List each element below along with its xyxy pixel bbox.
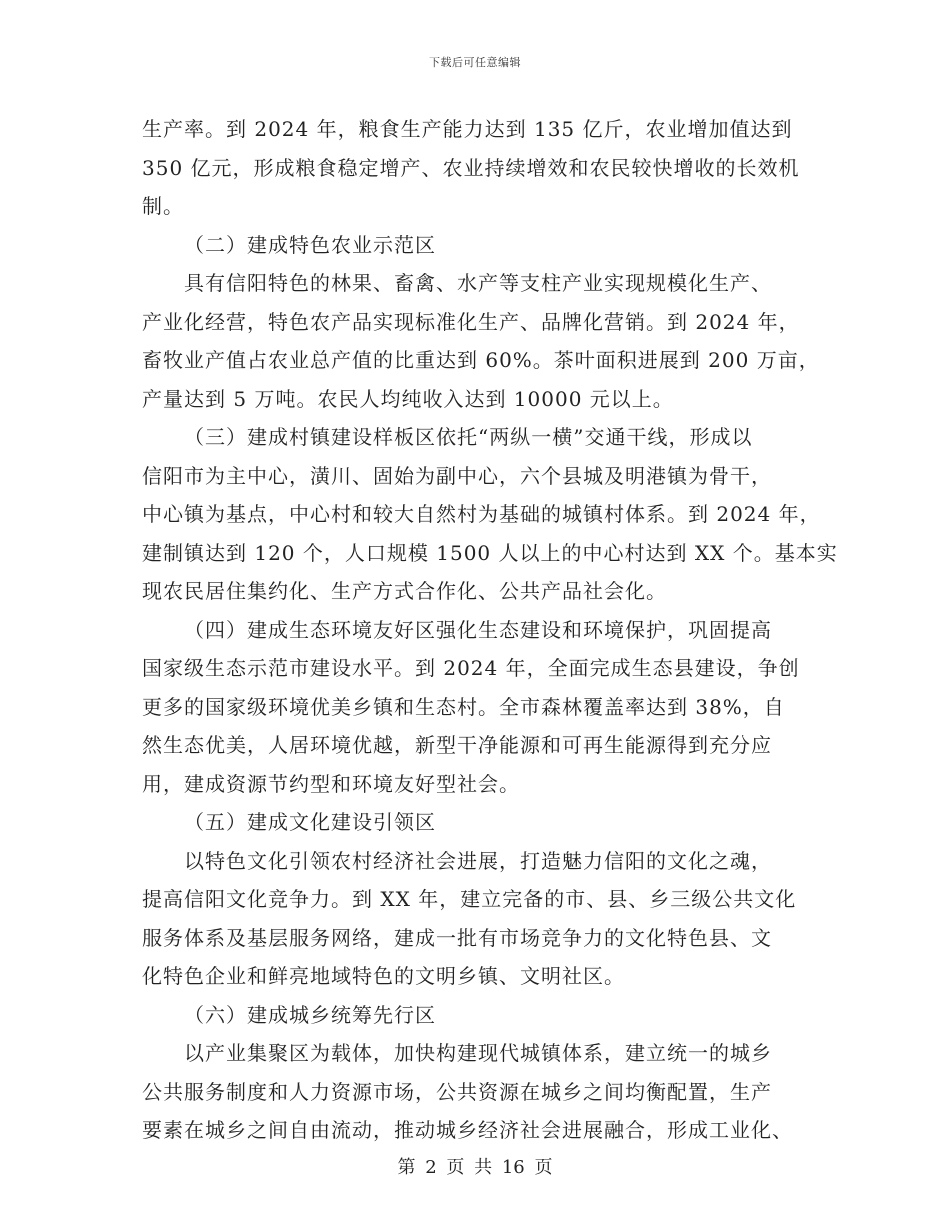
text-line: 服务体系及基层服务网络，建成一批有市场竞争力的文化特色县、文 [142, 925, 772, 950]
text-line: （二）建成特色农业示范区 [184, 232, 436, 257]
document-body [142, 110, 838, 1150]
text-line: 生产率。到 2024 年，粮食生产能力达到 135 亿斤，农业增加值达到 [142, 117, 793, 141]
text-line: （五）建成文化建设引领区 [184, 810, 436, 834]
text-line: 信阳市为主中心，潢川、固始为副中心，六个县城及明港镇为骨干， [142, 463, 772, 488]
page-number-footer: 第 2 页 共 16 页 [397, 1157, 553, 1178]
text-line: 提高信阳文化竞争力。到 XX 年，建立完备的市、县、乡三级公共文化 [142, 887, 797, 911]
text-line: 公共服务制度和人力资源市场，公共资源在城乡之间均衡配置，生产 [142, 1079, 772, 1104]
text-line: 用，建成资源节约型和环境友好型社会。 [142, 771, 520, 796]
text-line: 然生态优美，人居环境优越，新型干净能源和可再生能源得到充分应 [142, 733, 772, 757]
text-line: 国家级生态示范市建设水平。到 2024 年，全面完成生态县建设，争创 [142, 656, 800, 680]
text-line: 建制镇达到 120 个，人口规模 1500 人以上的中心村达到 XX 个。基本实 [142, 540, 838, 565]
text-line: 产业化经营，特色农产品实现标准化生产、品牌化营销。到 2024 年， [142, 309, 800, 334]
text-line: 畜牧业产值占农业总产值的比重达到 60%。茶叶面积进展到 200 万亩， [142, 348, 820, 372]
text-line: 350 亿元，形成粮食稳定增产、农业持续增效和农民较快增收的长效机 [142, 155, 800, 180]
text-line: 中心镇为基点，中心村和较大自然村为基础的城镇村体系。到 2024 年， [142, 502, 821, 526]
text-line: 以特色文化引领农村经济社会进展，打造魅力信阳的文化之魂， [184, 848, 772, 873]
text-line: 更多的国家级环境优美乡镇和生态村。全市森林覆盖率达到 38%，自 [142, 694, 785, 719]
text-line: 现农民居住集约化、生产方式合作化、公共产品社会化。 [142, 579, 667, 603]
text-line: （四）建成生态环境友好区强化生态建设和环境保护，巩固提高 [184, 617, 772, 642]
text-line: 产量达到 5 万吨。农民人均纯收入达到 10000 元以上。 [142, 386, 674, 411]
text-line: 制。 [142, 194, 184, 218]
text-line: 具有信阳特色的林果、畜禽、水产等支柱产业实现规模化生产、 [184, 271, 772, 295]
text-line: （三）建成村镇建设样板区依托“两纵一横”交通干线，形成以 [184, 425, 753, 449]
text-line: （六）建成城乡统筹先行区 [184, 1002, 436, 1027]
page-header: 下载后可任意编辑 [429, 56, 521, 69]
text-line: 以产业集聚区为载体，加快构建现代城镇体系，建立统一的城乡 [184, 1041, 772, 1065]
text-line: 要素在城乡之间自由流动，推动城乡经济社会进展融合，形成工业化、 [142, 1118, 793, 1142]
text-line: 化特色企业和鲜亮地域特色的文明乡镇、文明社区。 [142, 964, 625, 988]
